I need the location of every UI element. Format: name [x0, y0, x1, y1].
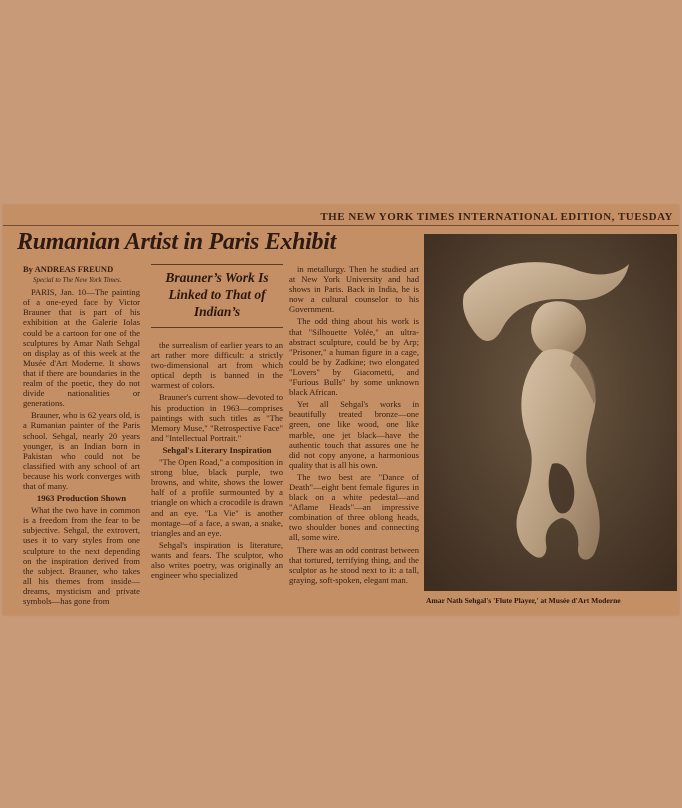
- headline: Rumanian Artist in Paris Exhibit: [17, 229, 336, 255]
- paragraph: the surrealism of earlier years to an art rather more difficult: a strictly two-dimensional art from which optical depth is banned in the warmest of colors.: [151, 340, 283, 391]
- paragraph: PARIS, Jan. 10—The painting of a one-eyed face by Victor Brauner that is part of his exhibition at the Galerie Iolas could be a cartoon for one of the sculptures by Amar Nath Sehgal on display as of this week at the Musée d'Art Moderne. It shows that if there are boundaries in the realm of the poetic, they do not divide nationalities or generations.: [23, 287, 140, 409]
- subheading: 1963 Production Shown: [36, 493, 127, 504]
- masthead-rule: [3, 225, 679, 226]
- newspaper-clipping: [3, 205, 679, 615]
- paragraph: The two best are "Dance of Death"—eight bent female figures in black on a white pedestal—and "Aflame Heads"—an impressive combination of three oblong heads, two shoulder bones and connecting all, some wire.: [289, 471, 419, 543]
- paragraph: "The Open Road," a composition in strong blue, black purple, two browns, and white, shows the lower half of a profile surmounted by a triangle on which a crocodile is drawn and an eye. "La Vie" is another montage—of a face, a swan, a snake, triangles and an eye.: [151, 457, 283, 538]
- paragraph: The odd thing about his work is that "Silhouette Volée," an ultra-abstract sculpture, could be by Arp; "Prisoner," a human figure in a cage, could be by Zadkine; two elongated "Lovers" by Giacometti, and "Furious Bulls" by some unknown black African.: [289, 316, 419, 398]
- sculpture-photo: [424, 234, 677, 591]
- subheading: Sehgal's Literary Inspiration: [162, 444, 272, 455]
- paragraph: Yet all Sehgal's works in beautifully treated bronze—one green, one like wood, one like marble, one jet black—have the authentic touch that assures one he did not copy anyone, a harmonious quality that is all his own.: [289, 399, 419, 470]
- paragraph: in metallurgy. Then he studied art at New York University and had shows in Paris. Back in India, he is now a cultural counselor to his Government.: [289, 264, 419, 315]
- masthead: THE NEW YORK TIMES INTERNATIONAL EDITION, TUESDAY: [320, 211, 673, 223]
- article-column-1: [23, 264, 140, 608]
- paragraph: Brauner, who is 62 years old, is a Rumanian painter of the Paris school. Sehgal, nearly 20 years younger, is an Indian born in Pakistan who could not be classified with any school of art because his work converges with that of many.: [23, 410, 140, 491]
- deck-headline: Brauner’s Work Is Linked to That of Indian’s: [151, 264, 283, 328]
- paragraph: Sehgal's inspiration is literature, wants and fears. The sculptor, who also writes poetry, was originally an engineer who specialized: [151, 539, 283, 581]
- photo-caption: Amar Nath Sehgal's 'Flute Player,' at Musée d'Art Moderne: [426, 596, 621, 605]
- byline: By ANDREAS FREUND: [23, 264, 114, 274]
- flute-player-sculpture-image: [424, 234, 677, 591]
- paragraph: Brauner's current show—devoted to his production in 1963—comprises paintings with such titles as "The Memory Muse," "Retrospective Face" and "Intellectual Portrait.": [151, 392, 283, 443]
- paragraph: There was an odd contrast between that tortured, terrifying thing, and the sculptor as he stood next to it: a tall, graying, soft-spoken, elegant man.: [289, 544, 419, 585]
- article-column-3: [289, 264, 419, 587]
- paragraph: What the two have in common is a freedom from the fear to be subjective. Sehgal, the extrovert, uses it to vary styles from one sculpture to the next depending on the inspiration derived from the subject. Brauner, who takes all his themes from inside—dreams, mysticism and private symbols—has gone from: [23, 505, 140, 606]
- dateline-credit: Special to The New York Times.: [33, 276, 122, 285]
- article-column-2: [151, 264, 283, 582]
